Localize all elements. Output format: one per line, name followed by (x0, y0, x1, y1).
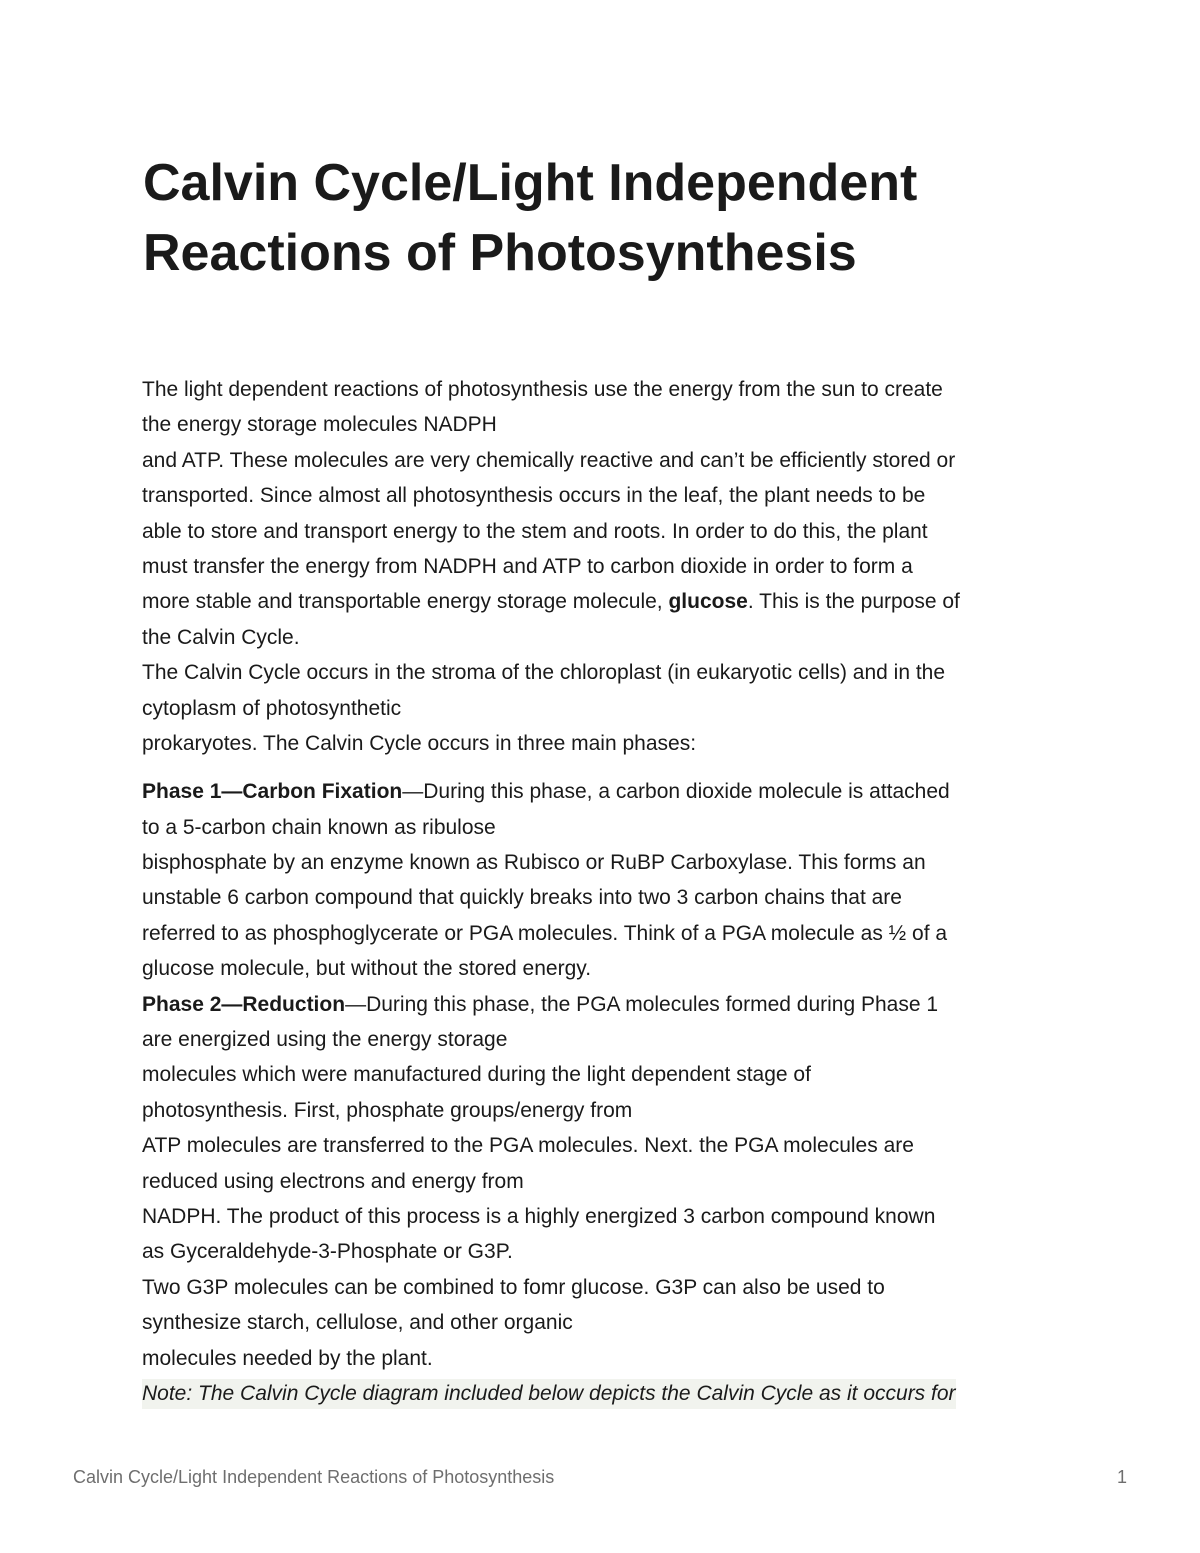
phase-1-heading: Phase 1—Carbon Fixation (142, 780, 403, 804)
phase-1-paragraph (142, 774, 1082, 986)
text-line: as Gyceraldehyde-3-Phosphate or G3P. (142, 1240, 513, 1264)
text-line: reduced using electrons and energy from (142, 1169, 524, 1193)
footer-title: Calvin Cycle/Light Independent Reactions of Photosynthesis (73, 1467, 555, 1487)
document-title (143, 148, 1143, 288)
text-line: unstable 6 carbon compound that quickly breaks into two 3 carbon chains that are (142, 886, 902, 910)
text-segment: —During this phase, the PGA molecules formed during Phase 1 (345, 992, 939, 1016)
text-line (142, 987, 1082, 1022)
glucose-emphasis: glucose (668, 590, 748, 614)
text-line: must transfer the energy from NADPH and ATP to carbon dioxide in order to form a (142, 554, 913, 578)
note-text: Note: The Calvin Cycle diagram included below depicts the Calvin Cycle as it occurs for (142, 1379, 956, 1409)
text-line: molecules which were manufactured during the light dependent stage of (142, 1063, 811, 1087)
text-line: The light dependent reactions of photosynthesis use the energy from the sun to create (142, 378, 943, 401)
text-segment: —During this phase, a carbon dioxide molecule is attached (402, 780, 950, 804)
text-line (142, 584, 1082, 619)
text-line: photosynthesis. First, phosphate groups/energy from (142, 1098, 633, 1122)
text-line (142, 774, 1082, 809)
text-line: bisphosphate by an enzyme known as Rubisco or RuBP Carboxylase. This forms an (142, 851, 926, 875)
text-line: The Calvin Cycle occurs in the stroma of the chloroplast (in eukaryotic cells) and in the (142, 661, 946, 685)
title-line-1: Calvin Cycle/Light Independent (143, 154, 918, 212)
text-line: synthesize starch, cellulose, and other organic (142, 1311, 573, 1335)
paragraph-gap (142, 761, 1082, 774)
document-body (142, 372, 1082, 1411)
text-line: ATP molecules are transferred to the PGA molecules. Next. the PGA molecules are (142, 1134, 914, 1158)
note-line (142, 1376, 1082, 1411)
text-line: transported. Since almost all photosynthesis occurs in the leaf, the plant needs to be (142, 484, 926, 508)
text-line: and ATP. These molecules are very chemically reactive and can’t be efficiently stored or (142, 448, 956, 472)
text-line: are energized using the energy storage (142, 1028, 508, 1052)
text-line: prokaryotes. The Calvin Cycle occurs in three main phases: (142, 731, 697, 755)
text-line: molecules needed by the plant. (142, 1346, 433, 1370)
text-line: able to store and transport energy to the stem and roots. In order to do this, the plant (142, 519, 928, 543)
text-line: the Calvin Cycle. (142, 625, 300, 649)
text-line: glucose molecule, but without the stored energy. (142, 957, 592, 981)
text-segment: . This is the purpose of (747, 590, 960, 614)
text-line: cytoplasm of photosynthetic (142, 696, 402, 720)
text-line: to a 5-carbon chain known as ribulose (142, 815, 496, 839)
text-segment: more stable and transportable energy storage molecule, (142, 590, 669, 614)
phase-2-paragraph (142, 987, 1082, 1376)
intro-paragraph (142, 372, 1082, 761)
title-line-2: Reactions of Photosynthesis (143, 224, 857, 282)
page-number: 1 (1116, 1467, 1127, 1487)
text-line: NADPH. The product of this process is a highly energized 3 carbon compound known (142, 1204, 936, 1228)
text-line: referred to as phosphoglycerate or PGA molecules. Think of a PGA molecule as ½ of a (142, 921, 948, 945)
text-line: Two G3P molecules can be combined to fomr glucose. G3P can also be used to (142, 1275, 885, 1299)
text-line: the energy storage molecules NADPH (142, 413, 497, 437)
phase-2-heading: Phase 2—Reduction (142, 992, 346, 1016)
